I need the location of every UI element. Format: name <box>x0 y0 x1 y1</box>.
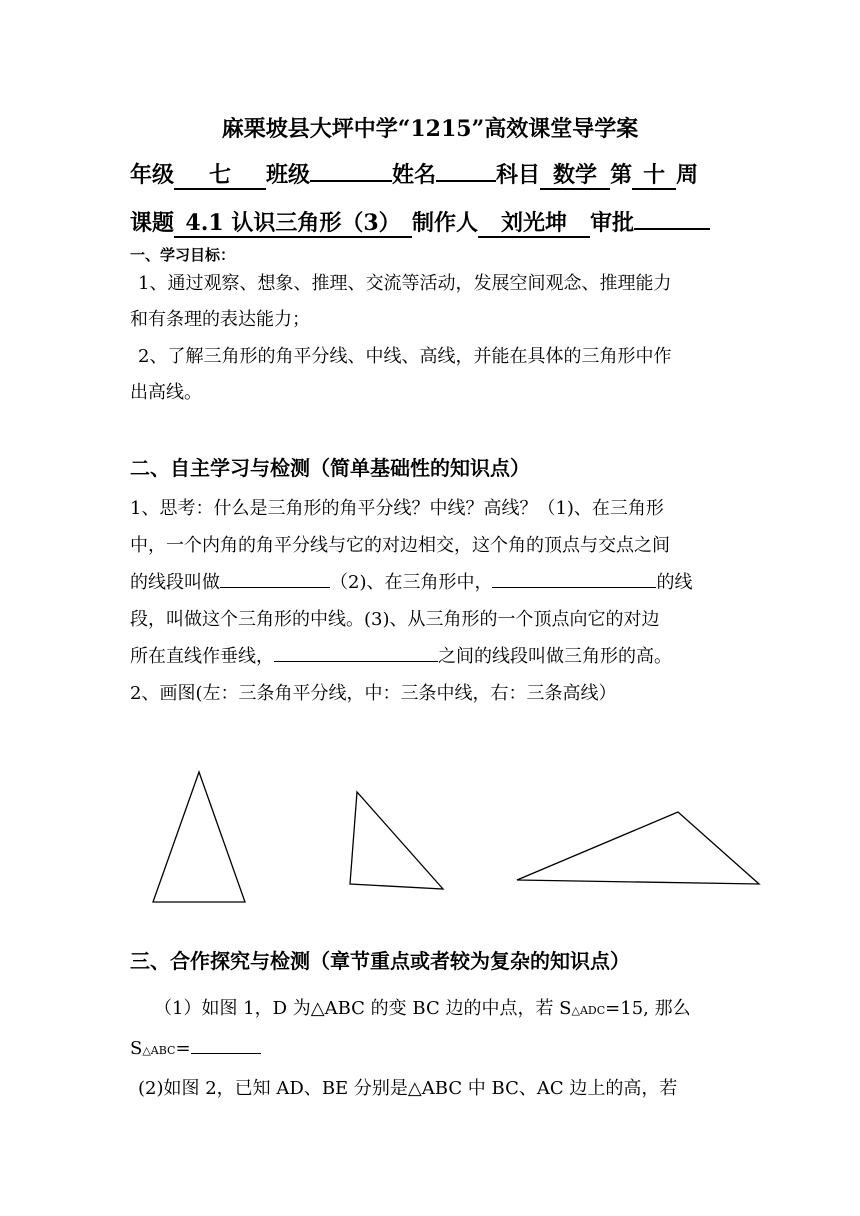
goal2-line1: 2、了解三角形的角平分线、中线、高线，并能在具体的三角形中作 <box>138 346 672 367</box>
area-abc-blank[interactable] <box>191 1033 261 1054</box>
author-label: 制作人 <box>412 210 479 236</box>
problem1-line1 <box>130 990 730 1030</box>
problem1-text-a: （1）如图 1，D 为△ABC 的变 BC 边的中点，若 S <box>154 998 572 1019</box>
worksheet-title: 麻栗坡县大坪中学“1215”高效课堂导学案 <box>221 116 639 142</box>
problem1-subscript-abc: △ABC <box>142 1044 176 1057</box>
problem1-text-d: = <box>175 1038 191 1059</box>
section1-heading: 一、学习目标： <box>130 246 236 264</box>
goal1-line2: 和有条理的表达能力； <box>130 309 310 330</box>
triangle-right <box>517 812 759 884</box>
problem1-text-b: =15, 那么 <box>605 998 691 1019</box>
grade-field[interactable]: 七 <box>174 162 266 190</box>
q2-instruction: 2、画图(左：三条角平分线，中：三条中线，右：三条高线） <box>130 683 617 704</box>
week-field[interactable]: 十 <box>632 162 676 190</box>
class-label: 班级 <box>266 162 311 188</box>
problem1-text-c: S <box>130 1038 143 1059</box>
triangle-middle <box>350 792 443 889</box>
q1-line3-a: 的线段叫做 <box>130 572 220 593</box>
q1-line5-b: 之间的线段叫做三角形的高。 <box>438 646 672 667</box>
week-suffix: 周 <box>676 162 699 188</box>
goal1-line1: 1、通过观察、想象、推理、交流等活动，发展空间观念、推理能力 <box>138 273 672 294</box>
problem1-subscript-adc: △ADC <box>571 1004 606 1017</box>
name-label: 姓名 <box>392 162 437 188</box>
section3-problems <box>130 990 730 1108</box>
section2-heading: 二、自主学习与检测（简单基础性的知识点） <box>130 456 530 480</box>
q1-line3-c: 的线 <box>656 572 693 593</box>
topic-label: 课题 <box>130 210 175 236</box>
topic-field[interactable]: 4.1 认识三角形（3） <box>174 210 412 238</box>
subject-label: 科目 <box>496 162 541 188</box>
author-field[interactable]: 刘光坤 <box>478 210 590 238</box>
grade-label: 年级 <box>130 162 175 188</box>
q1-line4: 段，叫做这个三角形的中线。(3)、从三角形的一个顶点向它的对边 <box>130 609 660 630</box>
section3-heading: 三、合作探究与检测（章节重点或者较为复杂的知识点） <box>130 949 630 973</box>
subject-field[interactable]: 数学 <box>540 162 610 190</box>
goal2-line2: 出高线。 <box>130 382 202 403</box>
q1-line3-b: （2)、在三角形中， <box>330 572 493 593</box>
q1-line5-a: 所在直线作垂线， <box>130 646 274 667</box>
q1-line2: 中，一个内角的角平分线与它的对边相交，这个角的顶点与交点之间 <box>130 535 670 556</box>
triangle-left <box>153 772 245 902</box>
approve-label: 审批 <box>590 210 635 236</box>
problem1-line2 <box>130 1030 730 1070</box>
week-prefix: 第 <box>610 162 633 188</box>
q1-line1: 1、思考：什么是三角形的角平分线？中线？高线？（1)、在三角形 <box>130 498 664 519</box>
problem2-line1: (2)如图 2，已知 AD、BE 分别是△ABC 中 BC、AC 边上的高，若 <box>138 1078 678 1099</box>
